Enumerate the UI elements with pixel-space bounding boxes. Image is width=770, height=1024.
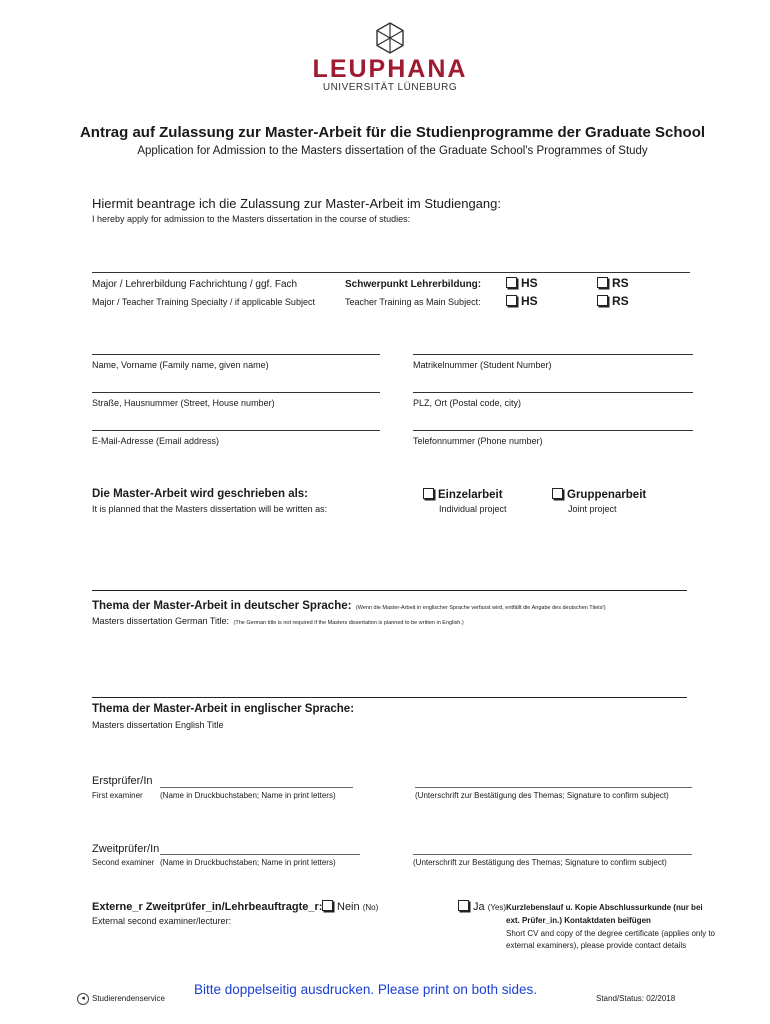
no-label: Nein [337, 901, 360, 913]
group-label: Gruppenarbeit [567, 489, 647, 501]
second-examiner-label-en: Second examiner [92, 858, 155, 867]
yes-label: Ja [473, 901, 485, 913]
german-title-label-en: Masters dissertation German Title: [92, 616, 230, 626]
mode-label-de: Die Master-Arbeit wird geschrieben als: [92, 488, 309, 500]
focus-label-de: Schwerpunkt Lehrerbildung: [345, 279, 482, 290]
second-examiner-print-note: (Name in Druckbuchstaben; Name in print letters) [160, 858, 336, 867]
german-title-note-en: (The German title is not required if the Masters dissertation is planned to be written in English.) [233, 620, 464, 626]
hexagon-logo-icon [375, 22, 405, 54]
page-subtitle: Application for Admission to the Masters dissertation of the Graduate School's Programmes of Study [137, 145, 648, 157]
logo-subtitle: UNIVERSITÄT LÜNEBURG [322, 82, 458, 93]
first-examiner-label-en: First examiner [92, 791, 143, 800]
phone-field[interactable] [413, 430, 693, 431]
logo [270, 22, 510, 97]
english-title-field[interactable] [92, 697, 687, 698]
name-label: Name, Vorname (Family name, given name) [92, 360, 269, 370]
group-label-en: Joint project [568, 504, 617, 514]
external-label: Externe_r Zweitprüfer_in/Lehrbeauftragte_r: [92, 901, 323, 913]
office-arrow-icon: ◂ [77, 993, 89, 1005]
matrikel-label: Matrikelnummer (Student Number) [413, 360, 552, 370]
cv-note-en-1: Short CV and copy of the degree certificate (applies only to [506, 929, 716, 938]
english-title-label: Thema der Master-Arbeit in englischer Sprache: [92, 703, 355, 715]
checkbox-icon [506, 295, 517, 306]
checkbox-icon [423, 488, 434, 499]
no-label-en: (No) [362, 903, 379, 912]
cv-note-de-1: Kurzlebenslauf u. Kopie Abschlussurkunde (nur bei [506, 903, 703, 912]
plz-label: PLZ, Ort (Postal code, city) [413, 398, 522, 408]
email-label: E-Mail-Adresse (Email address) [92, 436, 220, 446]
single-label-en: Individual project [439, 504, 507, 514]
major-input-line[interactable] [92, 272, 690, 273]
page-title: Antrag auf Zulassung zur Master-Arbeit für die Studienprogramme der Graduate School [79, 124, 706, 141]
rs-label: RS [612, 294, 629, 308]
print-note: Bitte doppelseitig ausdrucken. Please print on both sides. [194, 982, 537, 997]
first-examiner-label: Erstprüfer/In [92, 775, 153, 787]
external-yes-checkbox[interactable] [458, 900, 506, 913]
mode-label-en: It is planned that the Masters dissertation will be written as: [92, 504, 328, 514]
major-label-de: Major / Lehrerbildung Fachrichtung / ggf. Fach [92, 279, 298, 290]
german-title-field[interactable] [92, 590, 687, 591]
rs-checkbox-2[interactable] [597, 294, 629, 308]
second-examiner-sign-note: (Unterschrift zur Bestätigung des Themas; Signature to confirm subject) [413, 858, 667, 867]
checkbox-icon [322, 900, 333, 911]
checkbox-icon [597, 277, 608, 288]
first-examiner-sign-note: (Unterschrift zur Bestätigung des Themas; Signature to confirm subject) [415, 791, 669, 800]
english-title-label-en: Masters dissertation English Title [92, 720, 224, 730]
street-label: Straße, Hausnummer (Street, House number) [92, 398, 275, 408]
group-project-checkbox[interactable] [552, 488, 646, 501]
name-field[interactable] [92, 354, 380, 355]
yes-label-en: (Yes) [487, 903, 507, 912]
cv-note-de-2: ext. Prüfer_in.) Kontaktdaten beifügen [506, 916, 651, 925]
phone-label: Telefonnummer (Phone number) [413, 436, 543, 446]
intro-de: Hiermit beantrage ich die Zulassung zur Master-Arbeit im Studiengang: [92, 196, 501, 211]
major-label-en: Major / Teacher Training Specialty / if applicable Subject [92, 297, 315, 307]
plz-field[interactable] [413, 392, 693, 393]
matrikel-field[interactable] [413, 354, 693, 355]
checkbox-icon [506, 277, 517, 288]
rs-label: RS [612, 276, 629, 290]
office-label: Studierendenservice [92, 994, 165, 1003]
checkbox-icon [458, 900, 469, 911]
checkbox-icon [552, 488, 563, 499]
second-examiner-name-field[interactable] [160, 854, 360, 855]
checkbox-icon [597, 295, 608, 306]
focus-label-en: Teacher Training as Main Subject: [345, 297, 481, 307]
external-no-checkbox[interactable] [322, 900, 378, 913]
german-title-label: Thema der Master-Arbeit in deutscher Sprache: [92, 600, 352, 612]
single-label: Einzelarbeit [438, 489, 503, 501]
intro-en: I hereby apply for admission to the Masters dissertation in the course of studies: [92, 214, 411, 224]
first-examiner-name-field[interactable] [160, 787, 353, 788]
status-label: Stand/Status: 02/2018 [596, 994, 676, 1003]
email-field[interactable] [92, 430, 380, 431]
second-examiner-label: Zweitprüfer/In [92, 843, 160, 855]
hs-label: HS [521, 276, 538, 290]
cv-note-en-2: external examiners), please provide contact details [506, 941, 687, 950]
hs-checkbox-2[interactable] [506, 294, 538, 308]
first-examiner-print-note: (Name in Druckbuchstaben; Name in print letters) [160, 791, 336, 800]
hs-label: HS [521, 294, 538, 308]
german-title-en-row [92, 611, 464, 629]
street-field[interactable] [92, 392, 380, 393]
logo-name: LEUPHANA [312, 55, 468, 83]
rs-checkbox-1[interactable] [597, 276, 629, 290]
german-title-note: (Wenn die Master-Arbeit in englischer Sprache verfasst wird, entfällt die Angabe des deutschen Titels!) [355, 605, 606, 611]
first-examiner-signature-field[interactable] [415, 787, 692, 788]
external-label-en: External second examiner/lecturer: [92, 916, 232, 926]
second-examiner-signature-field[interactable] [413, 854, 692, 855]
single-project-checkbox[interactable] [423, 488, 503, 501]
hs-checkbox-1[interactable] [506, 276, 538, 290]
